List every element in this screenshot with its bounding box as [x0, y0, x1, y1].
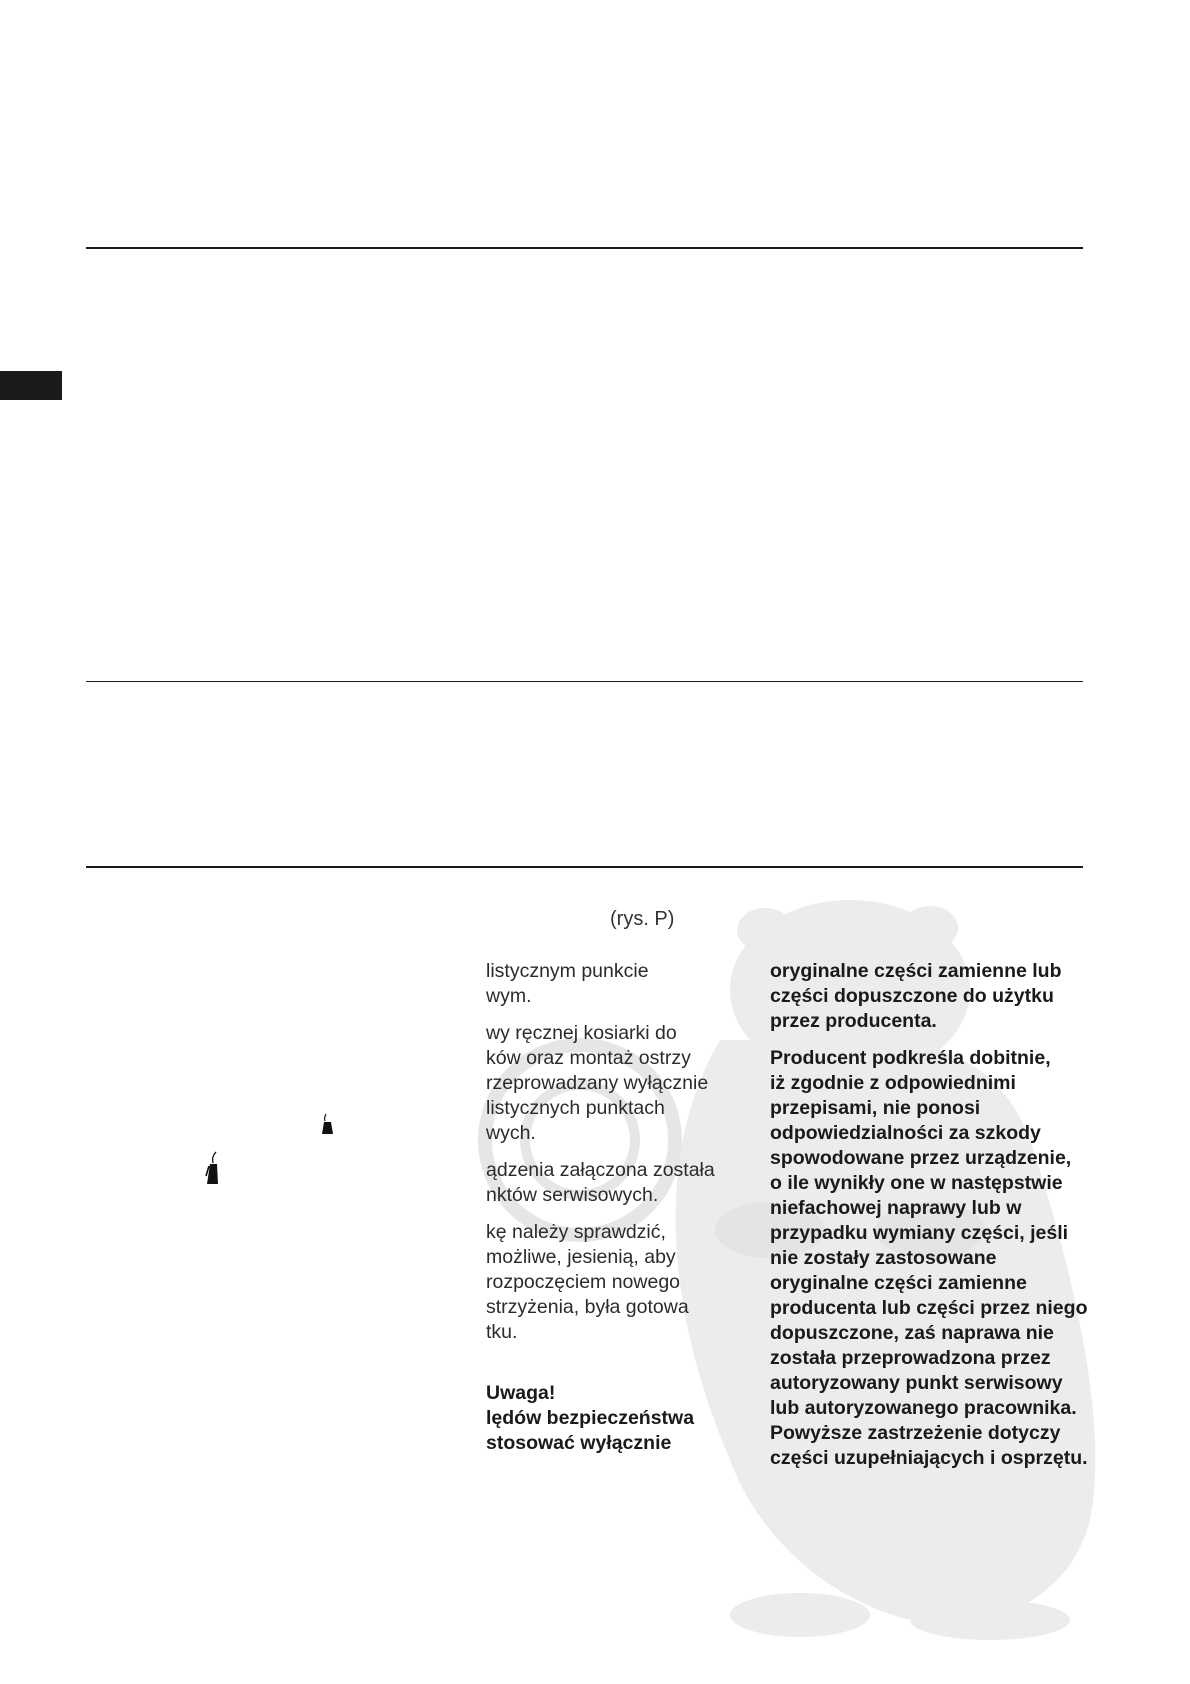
right-text-column: [770, 959, 1088, 1471]
warning-line: lędów bezpieczeństwa: [486, 1407, 695, 1429]
section-divider-middle: [86, 681, 1083, 682]
text-line: strzyżenia, była gotowa: [486, 1296, 689, 1318]
text-line: iż zgodnie z odpowiednimi: [770, 1072, 1016, 1094]
text-line: przepisami, nie ponosi: [770, 1097, 981, 1119]
text-line: o ile wynikły one w następstwie: [770, 1172, 1063, 1194]
language-tab-marker: [0, 371, 62, 400]
text-line: listycznych punktach: [486, 1097, 665, 1119]
text-line: części uzupełniających i osprzętu.: [770, 1447, 1088, 1469]
text-line: ądzenia załączona została: [486, 1159, 715, 1181]
text-line: wy ręcznej kosiarki do: [486, 1022, 677, 1044]
text-line: wych.: [486, 1122, 536, 1144]
text-line: producenta lub części przez niego: [770, 1297, 1088, 1319]
text-line: niefachowej naprawy lub w: [770, 1197, 1022, 1219]
section-divider-bottom: [86, 866, 1083, 868]
text-line: nie zostały zastosowane: [770, 1247, 997, 1269]
text-line: odpowiedzialności za szkody: [770, 1122, 1041, 1144]
text-line: Producent podkreśla dobitnie,: [770, 1047, 1051, 1069]
text-line: tku.: [486, 1321, 518, 1343]
text-line: dopuszczone, zaś naprawa nie: [770, 1322, 1054, 1344]
section-divider-top: [86, 247, 1083, 249]
text-line: oryginalne części zamienne lub: [770, 960, 1062, 982]
text-line: została przeprowadzona przez: [770, 1347, 1051, 1369]
text-line: części dopuszczone do użytku: [770, 985, 1054, 1007]
text-line: przez producenta.: [770, 1010, 937, 1032]
text-line: listycznym punkcie: [486, 960, 649, 982]
text-line: nktów serwisowych.: [486, 1184, 659, 1206]
text-line: Powyższe zastrzeżenie dotyczy: [770, 1422, 1061, 1444]
figure-reference: (rys. P): [610, 908, 675, 930]
text-line: możliwe, jesienią, aby: [486, 1246, 676, 1268]
text-line: wym.: [486, 985, 532, 1007]
text-line: rozpoczęciem nowego: [486, 1271, 681, 1293]
oil-can-icon: [321, 1112, 335, 1136]
text-line: autoryzowany punkt serwisowy: [770, 1372, 1063, 1394]
text-line: oryginalne części zamienne: [770, 1272, 1027, 1294]
spray-can-icon: [204, 1150, 222, 1186]
text-line: kę należy sprawdzić,: [486, 1221, 666, 1243]
text-line: lub autoryzowanego pracownika.: [770, 1397, 1077, 1419]
text-line: spowodowane przez urządzenie,: [770, 1147, 1072, 1169]
text-line: ków oraz montaż ostrzy: [486, 1047, 691, 1069]
warning-line: stosować wyłącznie: [486, 1432, 672, 1454]
text-line: rzeprowadzany wyłącznie: [486, 1072, 709, 1094]
text-line: przypadku wymiany części, jeśli: [770, 1222, 1069, 1244]
middle-text-column: [486, 959, 715, 1456]
warning-heading: Uwaga!: [486, 1382, 556, 1404]
